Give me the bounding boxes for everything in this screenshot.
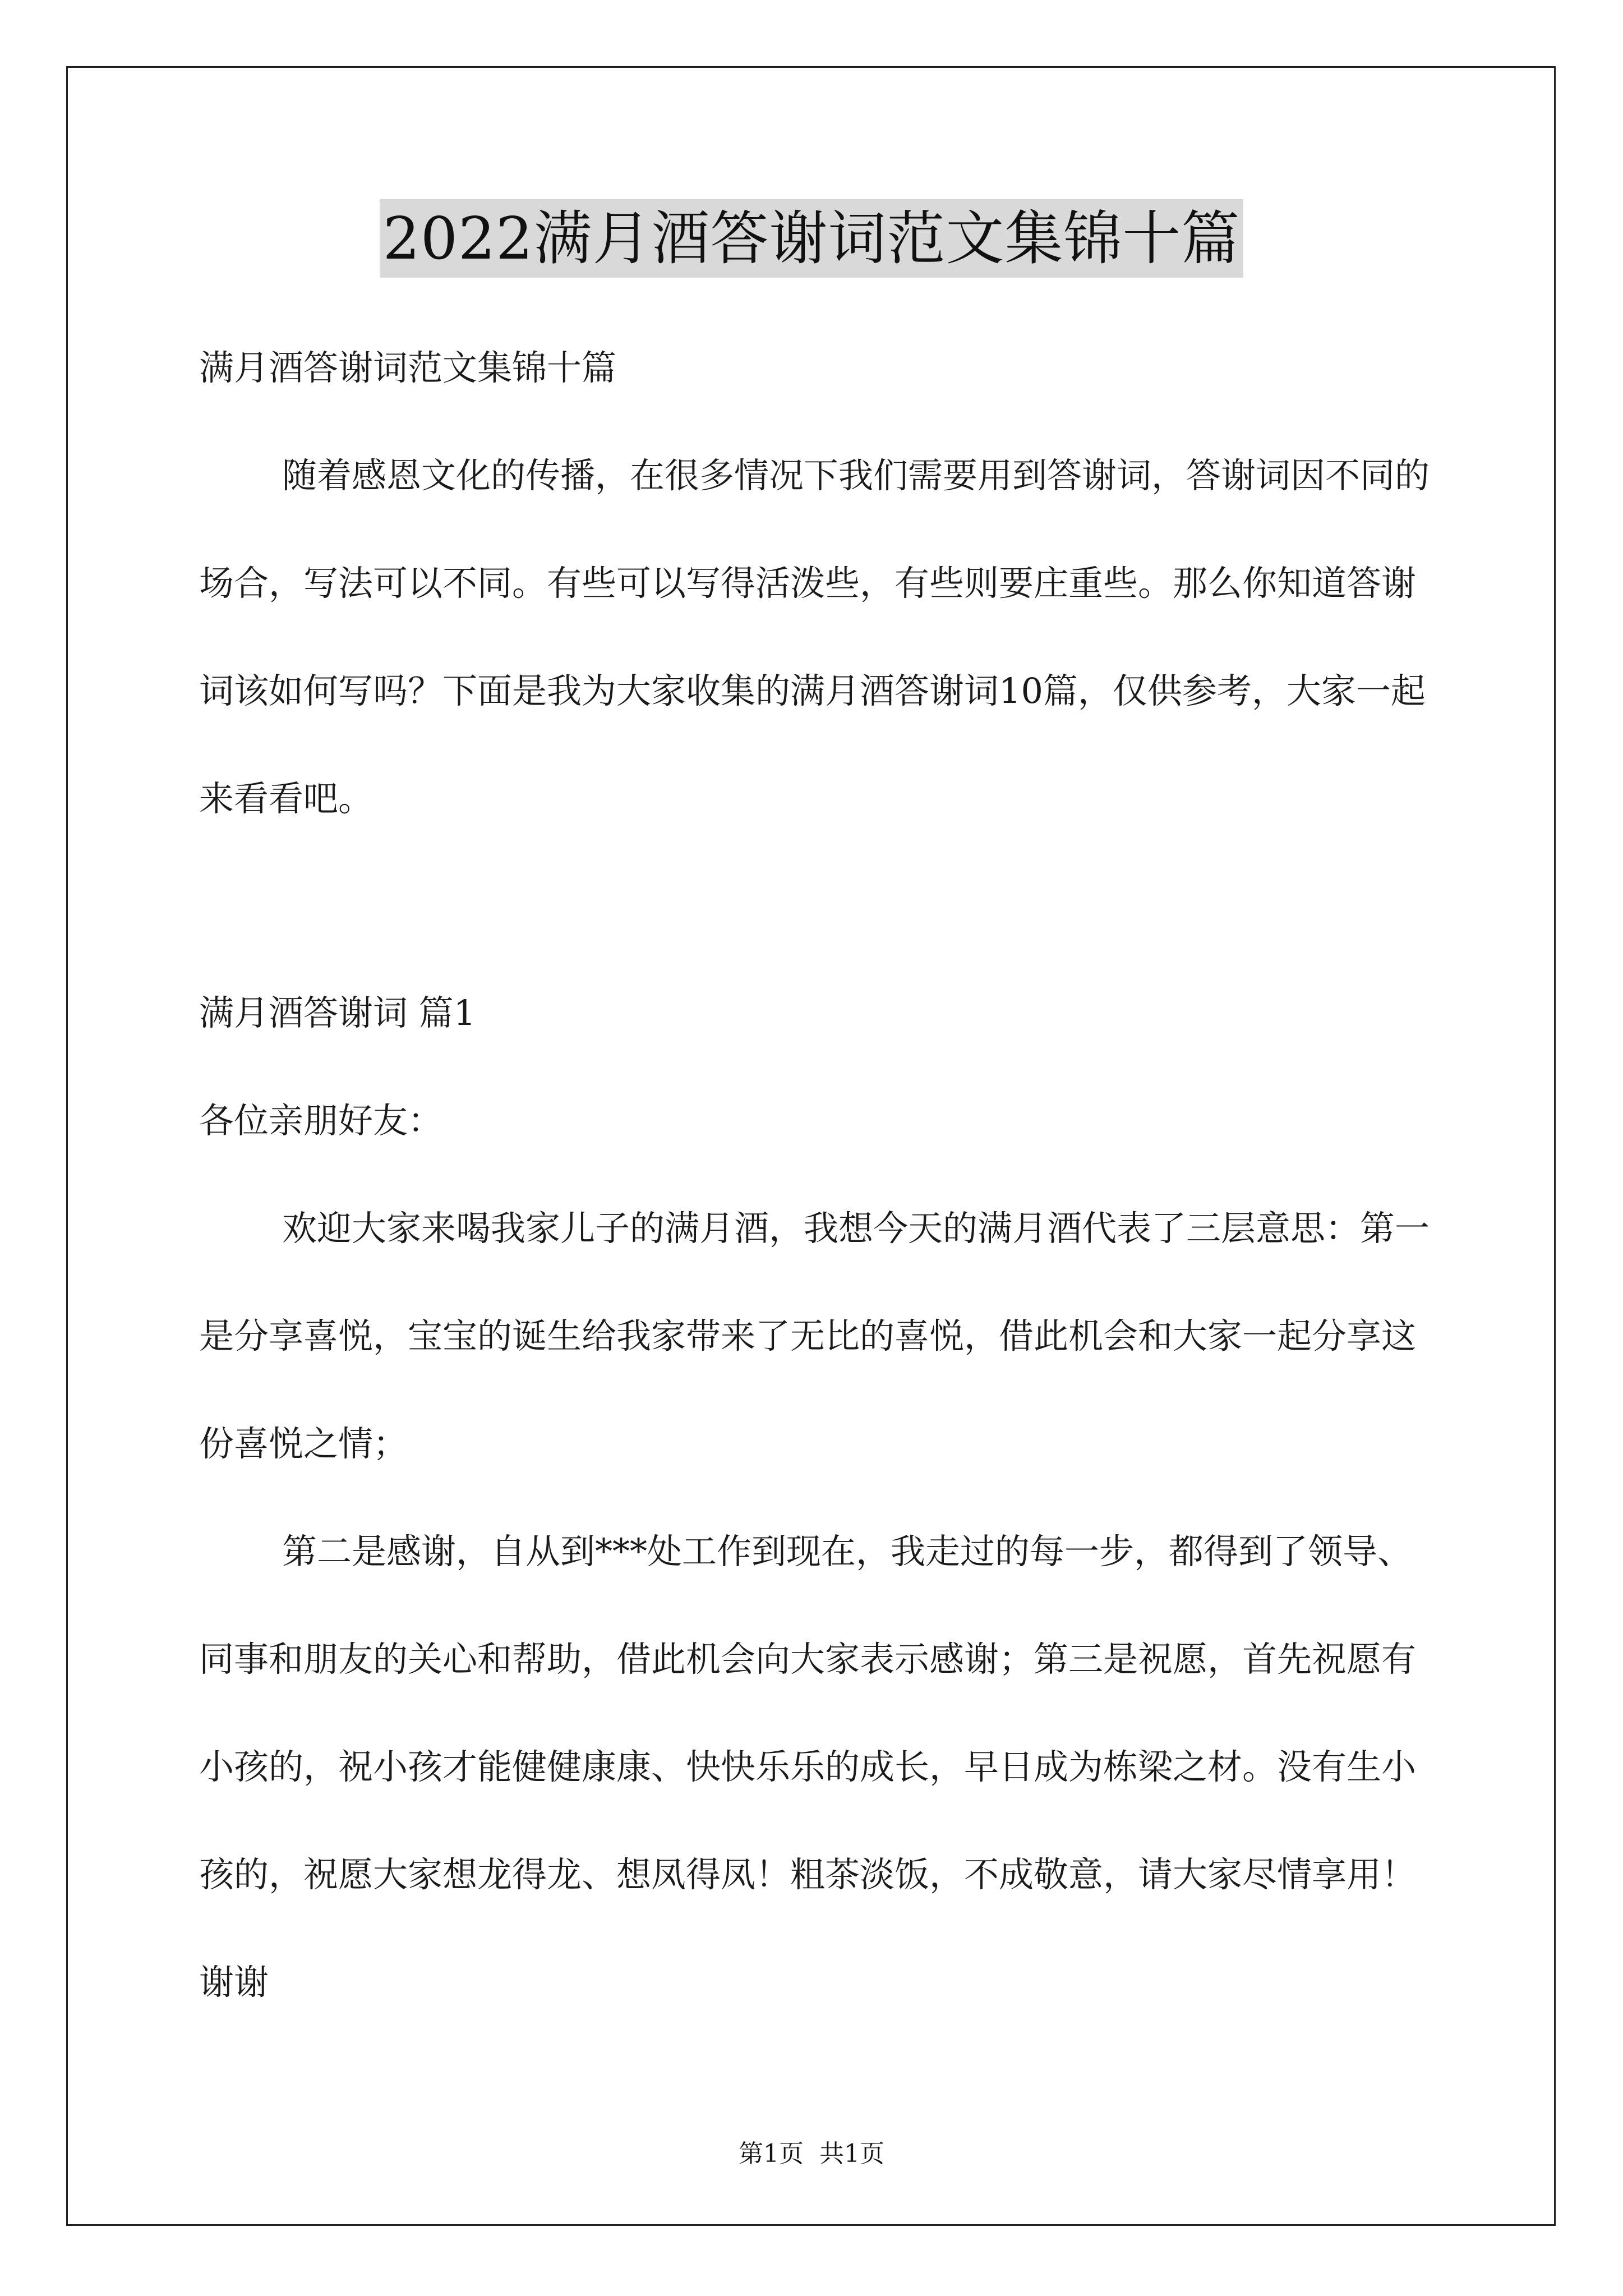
title-container <box>0 199 1623 278</box>
document-subtitle: 满月酒答谢词范文集锦十篇 <box>199 347 617 388</box>
page-footer <box>0 2137 1623 2171</box>
document-body <box>199 314 1433 2036</box>
intro-paragraph: 随着感恩文化的传播，在很多情况下我们需要用到答谢词，答谢词因不同的场合，写法可以不同。有些可以写得活泼些，有些则要庄重些。那么你知道答谢词该如何写吗？下面是我为大家收集的满月酒答谢词10篇，仅供参考，大家一起来看看吧。 <box>199 455 1430 819</box>
salutation: 各位亲朋好友： <box>199 1100 443 1141</box>
section-heading: 满月酒答谢词 篇1 <box>199 992 476 1033</box>
body-paragraph-2: 第二是感谢，自从到***处工作到现在，我走过的每一步，都得到了领导、同事和朋友的关心和帮助，借此机会向大家表示感谢；第三是祝愿，首先祝愿有小孩的，祝小孩才能健健康康、快快乐乐的成长，早日成为栋梁之材。没有生小孩的，祝愿大家想龙得龙、想凤得凤！粗茶淡饭，不成敬意，请大家尽情享用！谢谢 <box>199 1531 1417 2003</box>
body-paragraph-1: 欢迎大家来喝我家儿子的满月酒，我想今天的满月酒代表了三层意思：第一是分享喜悦，宝宝的诞生给我家带来了无比的喜悦，借此机会和大家一起分享这份喜悦之情； <box>199 1208 1430 1464</box>
page-number: 第1页 <box>739 2139 804 2168</box>
page-total: 共1页 <box>819 2139 884 2168</box>
section-spacer <box>199 853 1433 959</box>
document-title: 2022满月酒答谢词范文集锦十篇 <box>380 199 1244 278</box>
